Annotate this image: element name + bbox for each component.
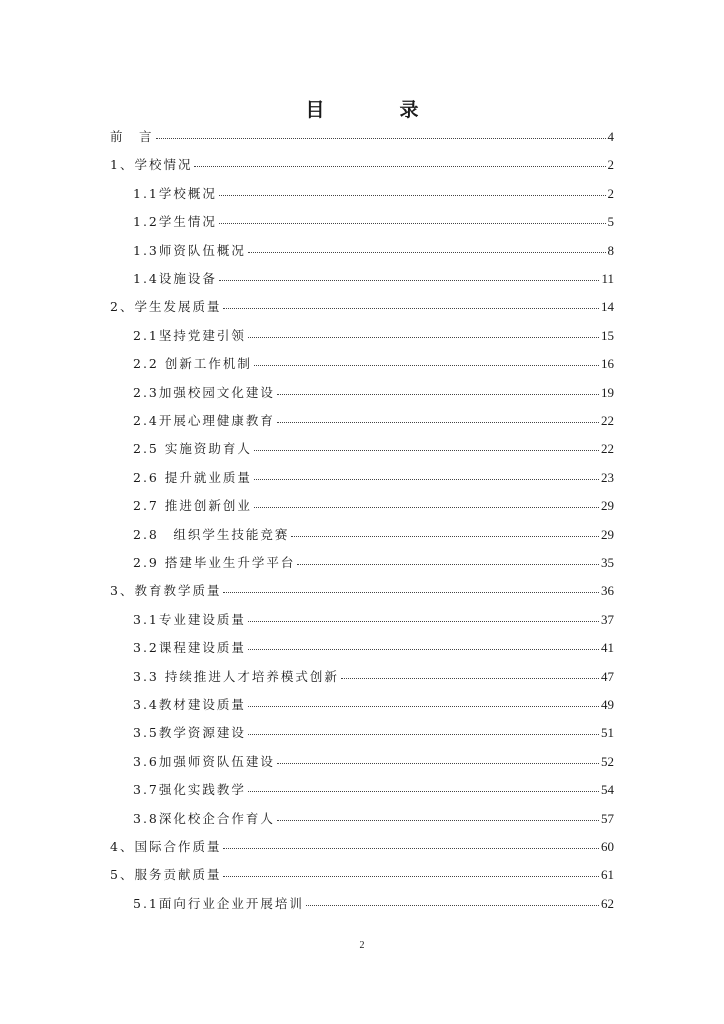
toc-entry-label: 3.4教材建设质量: [133, 697, 246, 712]
toc-entry-label: 5、服务贡献质量: [110, 867, 222, 883]
page-title: 目 录: [305, 99, 447, 121]
toc-entry-page: 5: [607, 214, 614, 230]
toc-entry-label: 3.6加强师资队伍建设: [133, 753, 275, 769]
toc-entry[interactable]: [133, 695, 614, 713]
toc-leader-dots: [341, 677, 599, 679]
toc-entry-label: 5.1面向行业企业开展培训: [133, 895, 304, 911]
toc-entry[interactable]: [133, 809, 614, 827]
toc-entry-page: 52: [601, 753, 614, 769]
toc-entry-label: 2.4开展心理健康教育: [133, 413, 275, 428]
toc-leader-dots: [277, 421, 599, 423]
toc-entry-label: 2、学生发展质量: [110, 299, 222, 315]
toc-leader-dots: [248, 251, 606, 253]
toc-entry[interactable]: [133, 383, 614, 401]
toc-entry-label: 3.5教学资源建设: [133, 725, 246, 741]
toc-entry-label: 2.7 推进创新创业: [133, 498, 252, 514]
toc-entry[interactable]: [110, 865, 614, 883]
toc-entry[interactable]: [133, 212, 614, 230]
toc-entry[interactable]: [133, 326, 614, 344]
toc-entry-label: 3.2课程建设质量: [133, 640, 246, 656]
toc-entry-page: 36: [601, 583, 614, 599]
toc-leader-dots: [254, 478, 599, 480]
toc-entry[interactable]: [133, 638, 614, 656]
toc-leader-dots: [277, 819, 599, 821]
toc-entry[interactable]: [133, 411, 614, 429]
toc-leader-dots: [248, 790, 599, 792]
toc-leader-dots: [223, 307, 599, 309]
toc-leader-dots: [156, 137, 606, 139]
toc-entry-page: 57: [601, 810, 614, 826]
toc-entry-page: 19: [601, 384, 614, 400]
toc-entry[interactable]: [133, 525, 614, 543]
toc-leader-dots: [219, 222, 606, 224]
toc-entry-label: 3.7强化实践教学: [133, 782, 246, 798]
toc-entry-label: 2.2 创新工作机制: [133, 356, 252, 372]
toc-entry[interactable]: [110, 155, 614, 173]
toc-leader-dots: [297, 563, 599, 565]
toc-entry[interactable]: [133, 894, 614, 912]
toc-entry-page: 23: [601, 469, 614, 485]
toc-entry-label: 1.4设施设备: [133, 271, 217, 286]
toc-entry[interactable]: [133, 439, 614, 457]
toc-entry-page: 54: [601, 782, 614, 798]
toc-leader-dots: [277, 762, 599, 764]
toc-entry[interactable]: [133, 667, 614, 685]
toc-leader-dots: [219, 279, 600, 281]
toc-entry-label: 2.6 提升就业质量: [133, 469, 252, 485]
toc-entry[interactable]: [133, 496, 614, 514]
toc-entry-label: 1、学校情况: [110, 157, 193, 173]
toc-leader-dots: [219, 194, 606, 196]
toc-leader-dots: [223, 591, 599, 593]
toc-leader-dots: [291, 535, 599, 537]
toc-leader-dots: [248, 620, 599, 622]
toc-entry-page: 49: [601, 697, 614, 712]
toc-leader-dots: [248, 705, 599, 707]
toc-entry-page: 16: [601, 356, 614, 372]
toc-leader-dots: [254, 364, 599, 366]
toc-entry[interactable]: [133, 553, 614, 571]
toc-entry-page: 41: [601, 640, 614, 656]
toc-entry-page: 8: [607, 242, 614, 258]
toc-leader-dots: [277, 393, 599, 395]
toc-leader-dots: [248, 733, 599, 735]
toc-leader-dots: [223, 875, 599, 877]
toc-entry-page: 4: [607, 129, 614, 144]
toc-entry-page: 47: [601, 668, 614, 684]
toc-entry[interactable]: [133, 610, 614, 628]
toc-entry[interactable]: [133, 269, 614, 287]
toc-leader-dots: [254, 449, 599, 451]
toc-leader-dots: [248, 648, 599, 650]
page-number: 2: [359, 940, 365, 951]
toc-entry-label: 1.2学生情况: [133, 214, 217, 230]
toc-entry-page: 60: [601, 839, 614, 854]
toc-leader-dots: [248, 336, 599, 338]
toc-leader-dots: [254, 506, 599, 508]
toc-entry-page: 22: [601, 441, 614, 457]
toc-entry[interactable]: [133, 241, 614, 259]
toc-entry-page: 29: [601, 526, 614, 542]
toc-entry-label: 3.3 持续推进人才培养模式创新: [133, 668, 339, 684]
toc-entry-page: 51: [601, 725, 614, 741]
toc-entry[interactable]: [133, 752, 614, 770]
toc-entry-page: 61: [601, 867, 614, 883]
toc-entry-page: 2: [607, 157, 614, 173]
toc-entry-page: 15: [601, 327, 614, 343]
toc-entry[interactable]: [133, 184, 614, 202]
toc-entry[interactable]: [110, 297, 614, 315]
toc-entry-page: 2: [607, 185, 614, 201]
toc-entry-label: 1.1学校概况: [133, 185, 217, 201]
toc-entry[interactable]: [110, 837, 614, 855]
toc-leader-dots: [306, 904, 599, 906]
toc-entry[interactable]: [110, 581, 614, 599]
toc-entry-label: 3.8深化校企合作育人: [133, 810, 275, 826]
toc-entry-page: 29: [601, 498, 614, 514]
toc-entry-label: 3.1专业建设质量: [133, 611, 246, 627]
toc-entry[interactable]: [110, 127, 614, 145]
toc-entry-page: 11: [601, 271, 614, 286]
toc-entry-label: 1.3师资队伍概况: [133, 242, 246, 258]
toc-entry-label: 3、教育教学质量: [110, 583, 222, 599]
toc-entry-page: 35: [601, 555, 614, 570]
toc-entry[interactable]: [133, 468, 614, 486]
toc-entry-label: 2.8 组织学生技能竞赛: [133, 526, 290, 542]
toc-leader-dots: [194, 165, 605, 167]
toc-entry-page: 14: [601, 299, 614, 315]
toc-entry[interactable]: [133, 723, 614, 741]
toc-entry[interactable]: [133, 780, 614, 798]
toc-entry-label: 2.1坚持党建引领: [133, 327, 246, 343]
toc-entry-page: 22: [601, 413, 614, 428]
toc-entry-label: 前 言: [110, 129, 154, 144]
toc-entry-label: 2.3加强校园文化建设: [133, 384, 275, 400]
toc-entry-page: 62: [601, 895, 614, 911]
toc-leader-dots: [223, 847, 599, 849]
toc-entry-page: 37: [601, 611, 614, 627]
toc-entry-label: 2.5 实施资助育人: [133, 441, 252, 457]
toc-entry-label: 2.9 搭建毕业生升学平台: [133, 555, 296, 570]
toc-entry[interactable]: [133, 354, 614, 372]
toc-entry-label: 4、国际合作质量: [110, 839, 222, 854]
